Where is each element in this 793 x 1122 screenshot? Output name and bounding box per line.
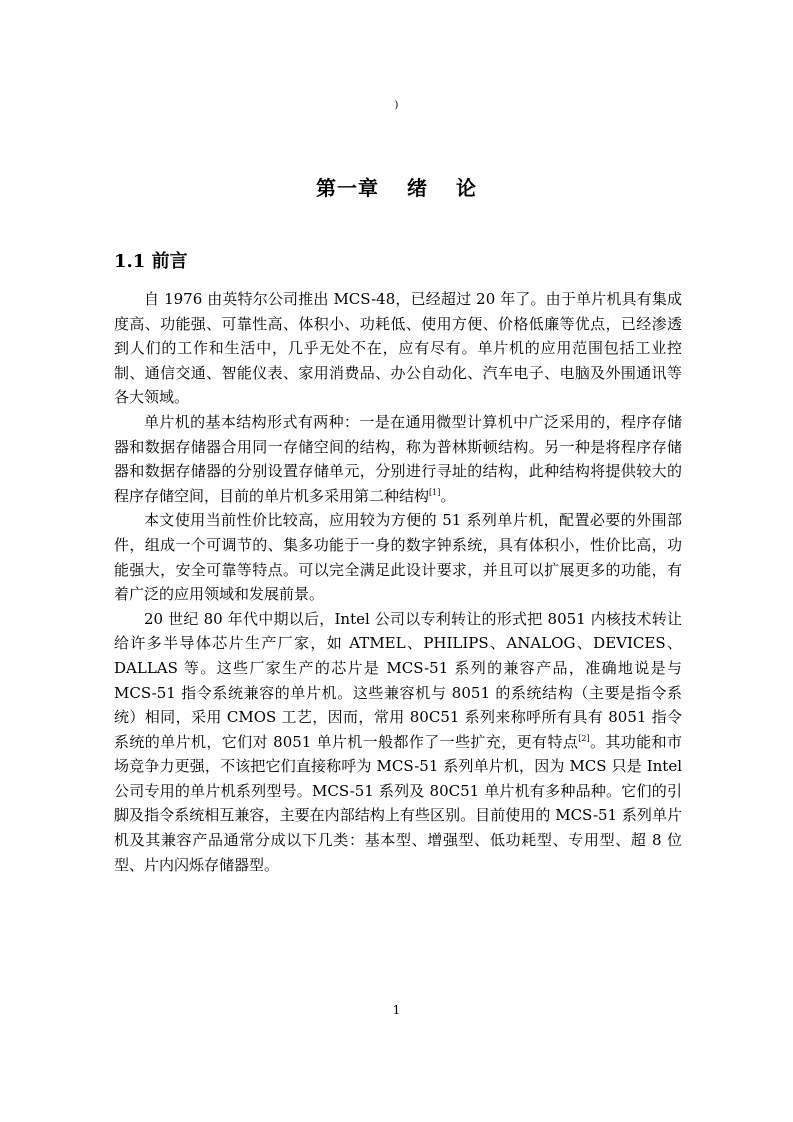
paragraph-4 bbox=[114, 607, 682, 878]
paragraph-2 bbox=[114, 410, 682, 508]
header-mark: ) bbox=[394, 100, 399, 111]
chapter-title-char-1: 绪 bbox=[407, 176, 428, 200]
paragraph-3 bbox=[114, 508, 682, 606]
chapter-number: 第一章 bbox=[316, 176, 380, 200]
paragraph-text: 20 世纪 80 年代中期以后，Intel 公司以专利转让的形式把 8051 内核技术转让给许多半导体芯片生产厂家，如 ATMEL、PHILIPS、ANALOG、DEVICES、DALLAS 等。这些厂家生产的芯片是 MCS-51 系列的兼容产品，准确地说是与 MCS-51 指令系统兼容的单片机。这些兼容机与 8051 的系统结构（主要是指令系统）相同，采用 CMOS 工艺，因而，常用 80C51 系列来称呼所有具有 8051 指令系统的单片机，它们对 8051 单片机一般都作了一些扩充，更有特点 bbox=[114, 609, 682, 751]
page-number: 1 bbox=[392, 1003, 401, 1017]
citation-ref[interactable]: [2] bbox=[578, 733, 590, 743]
section-heading: 1.1 前言 bbox=[114, 251, 188, 272]
chapter-title bbox=[0, 172, 793, 201]
citation-ref[interactable]: [1] bbox=[429, 487, 441, 497]
paragraph-text: 本文使用当前性价比较高，应用较为方便的 51 系列单片机，配置必要的外围部件，组成一个可调节的、集多功能于一身的数字钟系统，具有体积小，性价比高，功能强大，安全可靠等特点。可以完全满足此设计要求，并且可以扩展更多的功能，有着广泛的应用领域和发展前景。 bbox=[114, 511, 682, 604]
paragraph-tail: 。 bbox=[440, 486, 456, 505]
body-text bbox=[114, 287, 682, 877]
paragraph-1 bbox=[114, 287, 682, 410]
paragraph-tail: 。其功能和市场竞争力更强，不该把它们直接称呼为 MCS-51 系列单片机，因为 MCS 只是 Intel 公司专用的单片机系列型号。MCS-51 系列及 80C51 单片机有多种品种。它们的引脚及指令系统相互兼容，主要在内部结构上有些区别。目前使用的 MCS-51 系列单片机及其兼容产品通常分成以下几类：基本型、增强型、低功耗型、专用型、超 8 位型、片内闪烁存储器型。 bbox=[114, 732, 682, 874]
chapter-title-char-2: 论 bbox=[455, 176, 477, 200]
paragraph-text: 单片机的基本结构形式有两种：一是在通用微型计算机中广泛采用的，程序存储器和数据存储器合用同一存储空间的结构，称为普林斯顿结构。另一种是将程序存储器和数据存储器的分别设置存储单元，分别进行寻址的结构，此种结构将提供较大的程序存储空间，目前的单片机多采用第二种结构 bbox=[114, 412, 682, 505]
paragraph-text: 自 1976 由英特尔公司推出 MCS-48，已经超过 20 年了。由于单片机具有集成度高、功能强、可靠性高、体积小、功耗低、使用方便、价格低廉等优点，已经渗透到人们的工作和生活中，几乎无处不在，应有尽有。单片机的应用范围包括工业控制、通信交通、智能仪表、家用消费品、办公自动化、汽车电子、电脑及外围通讯等各大领域。 bbox=[114, 290, 682, 407]
